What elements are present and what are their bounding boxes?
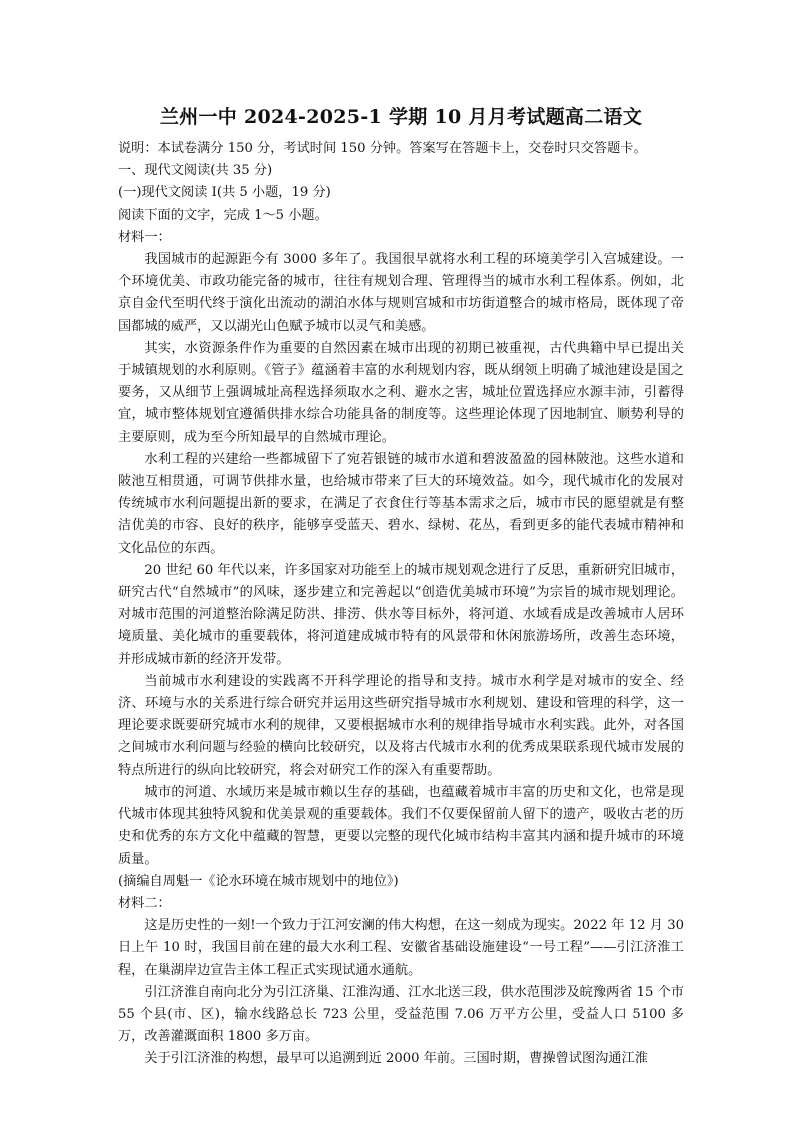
material-two-paragraph: 这是历史性的一刻!一个致力于江河安澜的伟大构想，在这一刻成为现实。2022 年 12 月 30 日上午 10 时，我国目前在建的最大水利工程、安徽省基础设施建设“一号工程”——引江济淮工程，在巢湖岸边宣告主体工程正式实现试通水通航。 bbox=[118, 918, 684, 978]
reading-instruction: 阅读下面的文字，完成 1～5 小题。 bbox=[118, 207, 328, 223]
material-two-label: 材料二： bbox=[118, 895, 171, 911]
exam-note: 说明：本试卷满分 150 分，考试时间 150 分钟。答案写在答题卡上，交卷时只交答题卡。 bbox=[118, 141, 647, 156]
material-one-paragraph: 我国城市的起源距今有 3000 多年了。我国很早就将水利工程的环境美学引入宫城建设。一个环境优美、市政功能完备的城市，往往有规划合理、管理得当的城市水利工程体系。例如，北京自金代至明代终于演化出流动的湖泊水体与规则宫城和市坊街道整合的城市格局，既体现了帝国都城的威严，又以湖光山色赋予城市以灵气和美感。 bbox=[118, 252, 684, 334]
material-one-paragraph: 城市的河道、水域历来是城市赖以生存的基础，也蕴藏着城市丰富的历史和文化，也常是现代城市体现其独特风貌和优美景观的重要载体。我们不仅要保留前人留下的遗产，吸收古老的历史和优秀的东方文化中蕴藏的智慧，更要以完整的现代化城市结构丰富其内涵和提升城市的环境质量。 bbox=[118, 784, 684, 867]
material-one-paragraph: 当前城市水利建设的实践离不开科学理论的指导和支持。城市水利学是对城市的安全、经济、环境与水的关系进行综合研究并运用这些研究指导城市水利规划、建设和管理的科学，这一理论要求既要研究城市水利的规律，又要根据城市水利的规律指导城市水利实践。此外，对各国之间城市水利问题与经验的横向比较研究，以及将古代城市水利的优秀成果联系现代城市发展的特点所进行的纵向比较研究，将会对研究工作的深入有重要帮助。 bbox=[118, 673, 684, 778]
material-one-paragraph: 20 世纪 60 年代以来，许多国家对功能至上的城市规划观念进行了反思，重新研究旧城市，研究古代“自然城市”的风味，逐步建立和完善起以“创造优美城市环境”为宗旨的城市规划理论。对城市范围的河道整治除满足防洪、排涝、供水等目标外，将河道、水域看成是改善城市人居环境质量、美化城市的重要载体，将河道建成城市特有的风景带和休闲旅游场所，改善生态环境，并形成城市新的经济开发带。 bbox=[118, 562, 684, 667]
material-two-paragraph: 关于引江济淮的构想，最早可以追溯到近 2000 年前。三国时期，曹操曾试图沟通江淮 bbox=[144, 1051, 648, 1067]
material-two-paragraph: 引江济淮自南向北分为引江济巢、江淮沟通、江水北送三段，供水范围涉及皖豫两省 15 个市 55 个县(市、区)，输水线路总长 723 公里，受益范围 7.06 万平方公里，受益人口 5100 多万，改善灌溉面积 1800 多万亩。 bbox=[118, 984, 684, 1045]
material-one-source: (摘编自周魁一《论水环境在城市规划中的地位》) bbox=[118, 873, 399, 889]
subsection-heading: (一)现代文阅读 Ⅰ(共 5 小题，19 分) bbox=[118, 185, 331, 201]
section-heading: 一、现代文阅读(共 35 分) bbox=[118, 163, 273, 179]
material-one-paragraph: 水利工程的兴建给一些都城留下了宛若银链的城市水道和碧波盈盈的园林陂池。这些水道和陂池互相贯通，可调节供排水量，也给城市带来了巨大的环境效益。如今，现代城市化的发展对传统城市水利问题提出新的要求，在满足了衣食住行等基本需求之后，城市市民的愿望就是有整洁优美的市容、良好的秩序，能够享受蓝天、碧水、绿树、花丛，看到更多的能代表城市精神和文化品位的东西。 bbox=[118, 451, 684, 556]
exam-page bbox=[118, 104, 684, 1071]
exam-title: 兰州一中 2024-2025-1 学期 10 月月考试题高二语文 bbox=[159, 106, 643, 128]
material-one-paragraph: 其实，水资源条件作为重要的自然因素在城市出现的初期已被重视，古代典籍中早已提出关于城镇规划的水利原则。《管子》蕴涵着丰富的水利规划内容，既从纲领上明确了城池建设是国之要务，又从细节上强调城址高程选择须取水之利、避水之害，城址位置选择应水源丰沛，引蓄得宜，城市整体规划宜遵循供排水综合功能具备的制度等。这些理论体现了因地制宜、顺势利导的主要原则，成为至今所知最早的自然城市理论。 bbox=[118, 340, 684, 445]
material-one-label: 材料一： bbox=[118, 229, 171, 245]
